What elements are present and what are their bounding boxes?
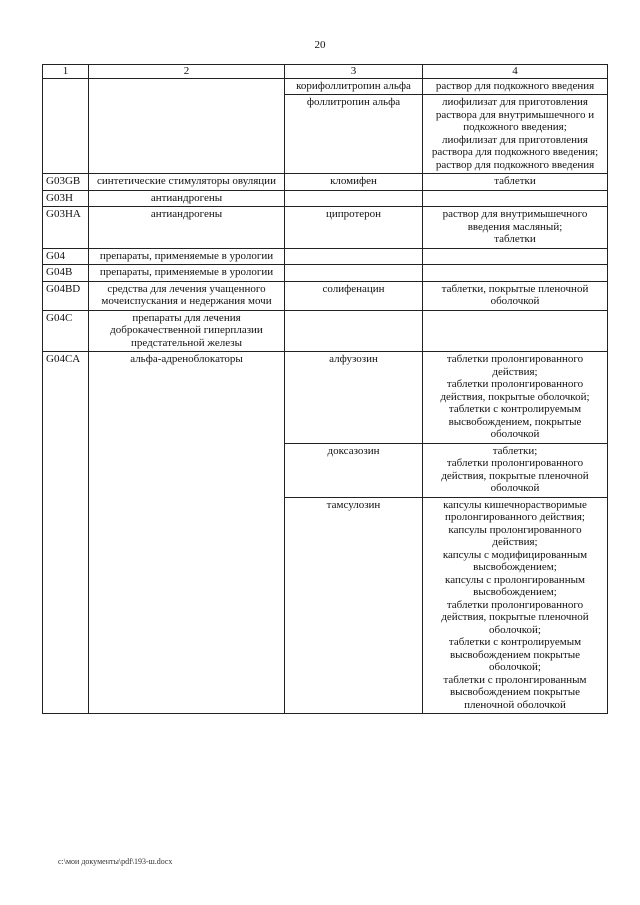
header-row (43, 65, 608, 79)
dosage-form: раствор для подкожного введения (435, 79, 595, 92)
group-cell: средства для лечения учащенного мочеиспускания и недержания мочи (89, 281, 285, 310)
group-cell: препараты, применяемые в урологии (89, 248, 285, 265)
drug-name-cell (285, 190, 423, 207)
drug-name-cell: корифоллитропин альфа (285, 78, 423, 95)
table-row (43, 207, 608, 249)
header-col-2: 2 (89, 65, 285, 79)
dosage-form: лиофилизат для приготовления раствора для внутримышечного и подкожного введения; (435, 96, 595, 133)
group-cell (89, 78, 285, 174)
page-number: 20 (314, 39, 326, 51)
atc-code-cell: G04CA (43, 352, 89, 714)
dosage-form: таблетки с пролонгированным высвобождением покрытые пленочной оболочкой (443, 673, 587, 711)
dosage-form: таблетки пролонгированного действия, покрытые пленочной оболочкой (441, 457, 589, 494)
dosage-form: таблетки пролонгированного действия, покрытые оболочкой; (440, 378, 590, 403)
dosage-form: капсулы кишечнорастворимые пролонгированного действия; (443, 498, 587, 523)
table-row (43, 281, 608, 310)
table-row (43, 78, 608, 95)
dosage-forms-cell (423, 265, 608, 282)
dosage-forms-cell (423, 174, 608, 191)
atc-code-cell: G03GB (43, 174, 89, 191)
dosage-form: таблетки; (492, 444, 538, 457)
atc-code-cell: G04BD (43, 281, 89, 310)
dosage-form: таблетки (494, 175, 536, 187)
dosage-forms-cell (423, 281, 608, 310)
table-row (43, 310, 608, 352)
dosage-form: таблетки пролонгированного действия; (446, 353, 584, 378)
drug-name-cell: фоллитропин альфа (285, 95, 423, 174)
dosage-forms-cell (423, 207, 608, 249)
header-col-3: 3 (285, 65, 423, 79)
dosage-form: капсулы пролонгированного действия; (448, 523, 582, 548)
header-col-1: 1 (43, 65, 89, 79)
atc-code-cell: G03H (43, 190, 89, 207)
drug-name-cell (285, 248, 423, 265)
dosage-forms-cell (423, 352, 608, 444)
atc-code-cell: G04 (43, 248, 89, 265)
atc-code-cell: G04B (43, 265, 89, 282)
group-cell: синтетические стимуляторы овуляции (89, 174, 285, 191)
dosage-forms-cell (423, 248, 608, 265)
group-cell: антиандрогены (89, 207, 285, 249)
dosage-forms-cell (423, 497, 608, 714)
dosage-form: капсулы с модифицированным высвобождением; (442, 548, 588, 573)
footer-file-path: c:\мои документы\pdf\193-ш.docx (58, 857, 173, 866)
drug-name-cell: доксазозин (285, 443, 423, 497)
dosage-forms-cell (423, 190, 608, 207)
dosage-form: раствор для внутримышечного введения масляный; (442, 208, 588, 233)
atc-code-cell: G04C (43, 310, 89, 352)
dosage-form: таблетки пролонгированного действия, покрытые пленочной оболочкой; (441, 598, 589, 636)
drug-name-cell (285, 265, 423, 282)
group-cell: препараты, применяемые в урологии (89, 265, 285, 282)
table-row (43, 248, 608, 265)
drug-name-cell (285, 310, 423, 352)
table-row (43, 190, 608, 207)
dosage-forms-cell (423, 78, 608, 95)
atc-code-cell: G03HA (43, 207, 89, 249)
dosage-forms-cell (423, 443, 608, 497)
dosage-form: таблетки (494, 233, 536, 245)
group-cell: препараты для лечения доброкачественной гиперплазии предстательной железы (89, 310, 285, 352)
header-col-4: 4 (423, 65, 608, 79)
table-row (43, 174, 608, 191)
dosage-form: таблетки с контролируемым высвобождением, покрытые оболочкой (448, 403, 582, 440)
dosage-form: таблетки, покрытые пленочной оболочкой (441, 282, 589, 307)
drug-name-cell: тамсулозин (285, 497, 423, 714)
group-cell: альфа-адреноблокаторы (89, 352, 285, 714)
dosage-form: раствор для подкожного введения (435, 158, 595, 171)
dosage-forms-cell (423, 95, 608, 174)
drug-name-cell: солифенацин (285, 281, 423, 310)
atc-code-cell (43, 78, 89, 174)
drug-name-cell: алфузозин (285, 352, 423, 444)
drug-table (42, 64, 608, 714)
table-row (43, 352, 608, 444)
drug-name-cell: ципротерон (285, 207, 423, 249)
dosage-form: лиофилизат для приготовления раствора для подкожного введения; (431, 133, 599, 158)
dosage-form: капсулы с пролонгированным высвобождением; (445, 573, 585, 598)
table-row (43, 265, 608, 282)
group-cell: антиандрогены (89, 190, 285, 207)
drug-name-cell: кломифен (285, 174, 423, 191)
dosage-forms-cell (423, 310, 608, 352)
dosage-form: таблетки с контролируемым высвобождением покрытые оболочкой; (448, 636, 582, 673)
